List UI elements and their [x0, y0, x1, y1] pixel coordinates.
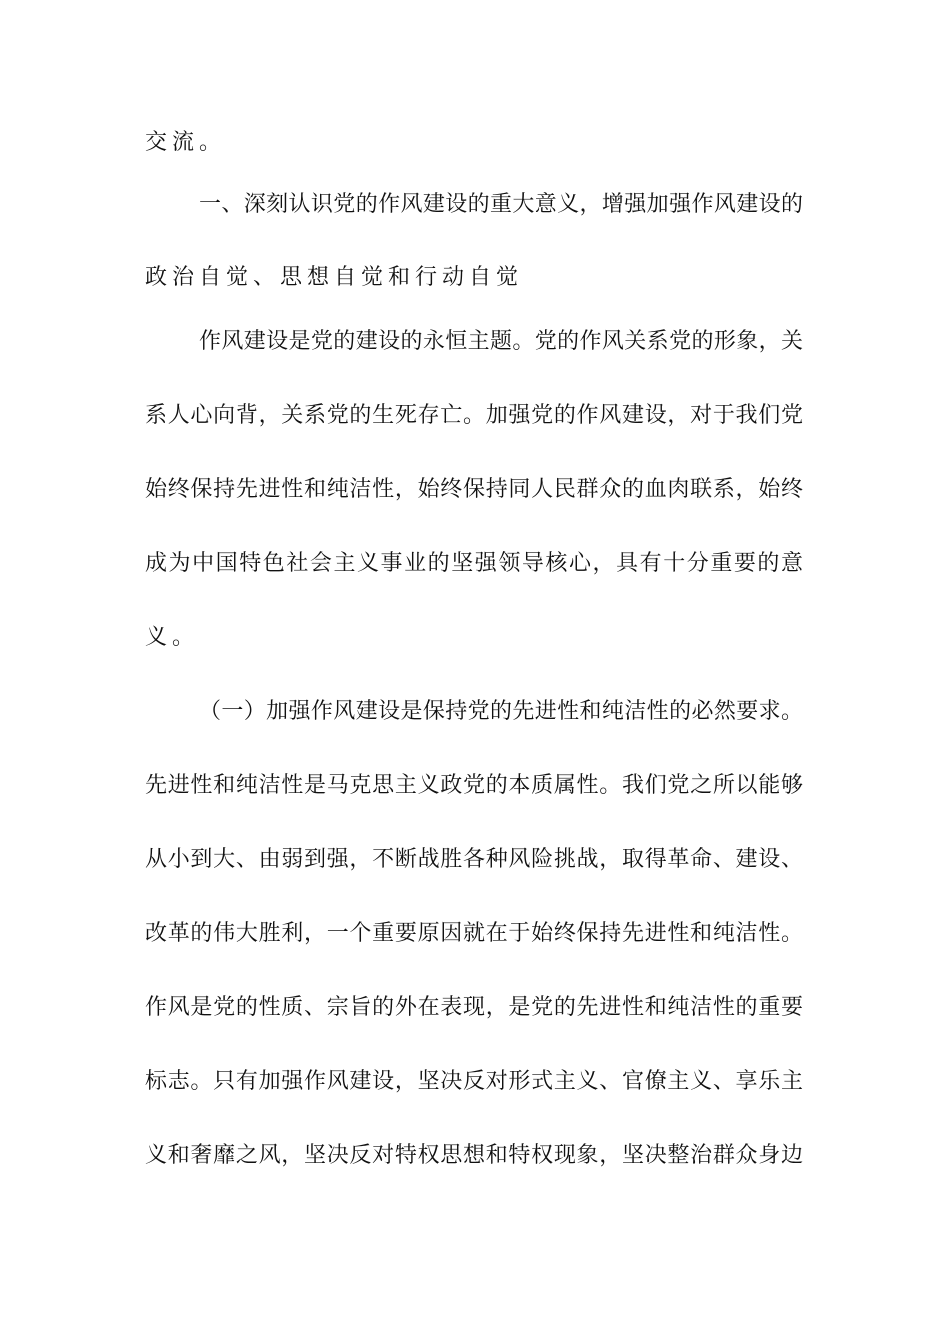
subsection-heading-line: （一）加强作风建设是保持党的先进性和纯洁性的必然要求。 — [199, 699, 803, 724]
paragraph-line: 标志。只有加强作风建设，坚决反对形式主义、官僚主义、享乐主 — [145, 1069, 803, 1094]
paragraph-line: 作风建设是党的建设的永恒主题。党的作风关系党的形象，关 — [199, 329, 803, 354]
paragraph-line: 义和奢靡之风，坚决反对特权思想和特权现象，坚决整治群众身边 — [145, 1143, 803, 1168]
paragraph-line: 改革的伟大胜利，一个重要原因就在于始终保持先进性和纯洁性。 — [145, 921, 803, 946]
paragraph-line: 始终保持先进性和纯洁性，始终保持同人民群众的血肉联系，始终 — [145, 477, 803, 502]
paragraph-line: 系人心向背，关系党的生死存亡。加强党的作风建设，对于我们党 — [145, 403, 803, 428]
paragraph-line: 从小到大、由弱到强，不断战胜各种风险挑战，取得革命、建设、 — [145, 847, 803, 872]
paragraph-line: 作风是党的性质、宗旨的外在表现，是党的先进性和纯洁性的重要 — [145, 995, 803, 1020]
paragraph-line: 义。 — [145, 625, 200, 650]
section-heading-line: 政治自觉、思想自觉和行动自觉 — [145, 265, 524, 290]
section-heading-line: 一、深刻认识党的作风建设的重大意义，增强加强作风建设的 — [199, 192, 803, 217]
paragraph-line: 成为中国特色社会主义事业的坚强领导核心，具有十分重要的意 — [145, 551, 803, 576]
paragraph-line: 先进性和纯洁性是马克思主义政党的本质属性。我们党之所以能够 — [145, 773, 803, 798]
paragraph-line: 交流。 — [145, 130, 227, 155]
